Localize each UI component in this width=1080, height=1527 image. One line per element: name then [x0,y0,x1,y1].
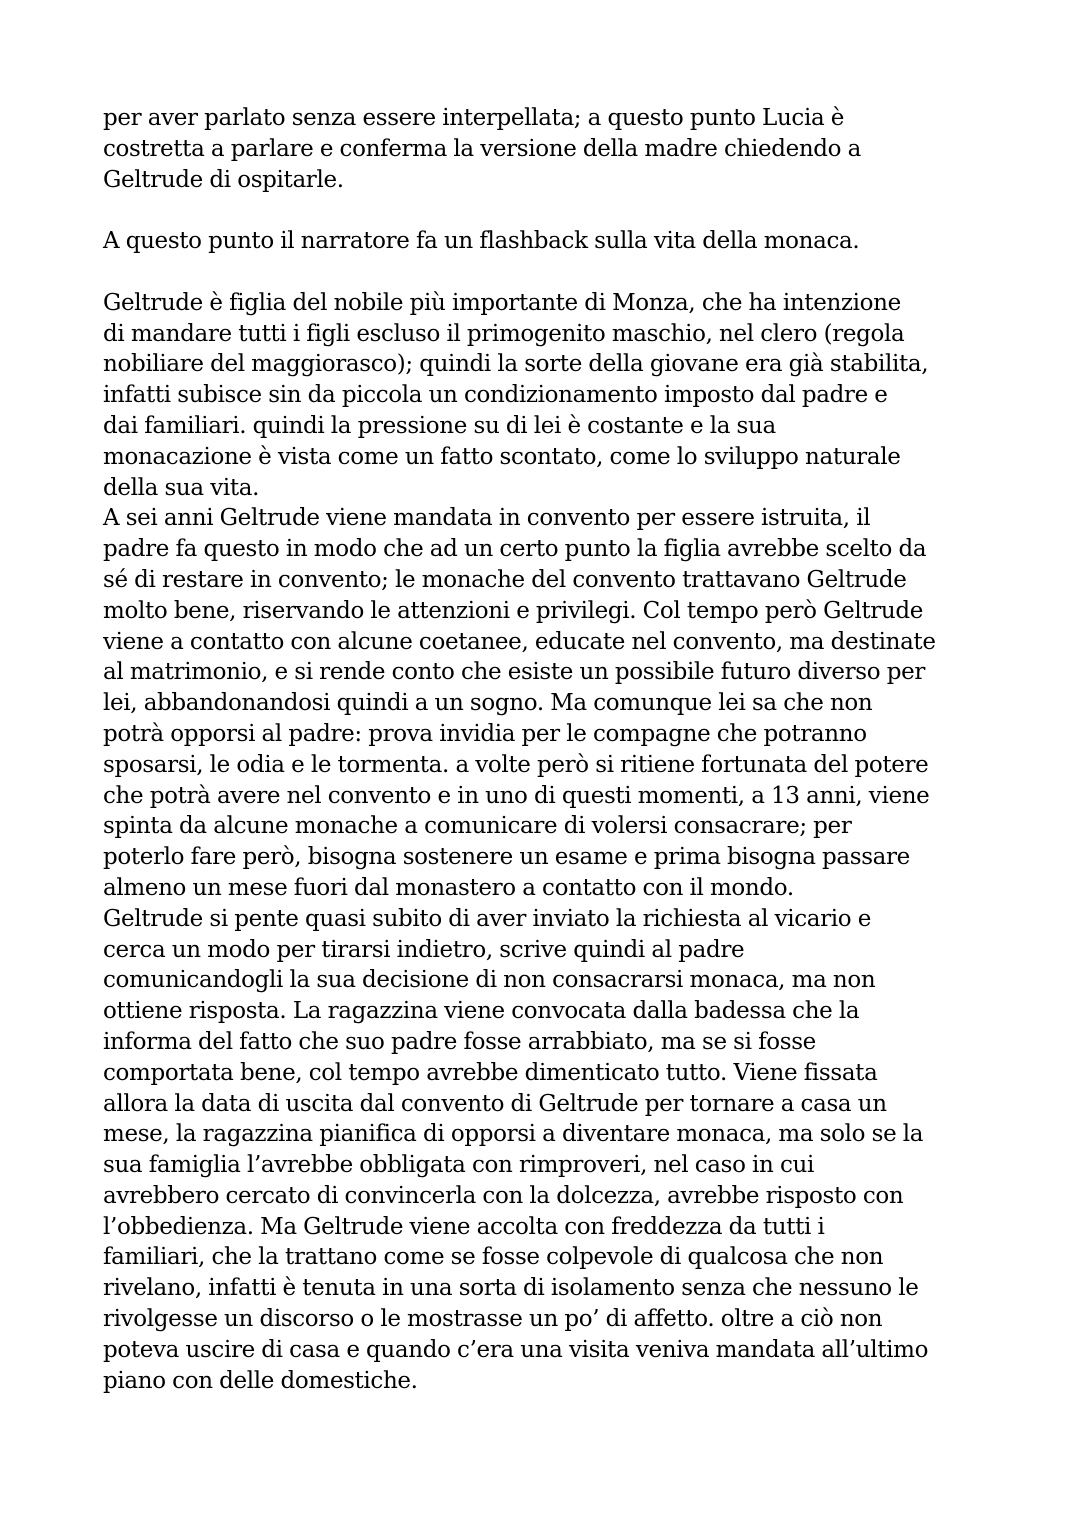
text-line: spinta da alcune monache a comunicare di volersi consacrare; per [103,813,852,840]
paragraph-spacer [103,257,993,288]
text-line: sua famiglia l’avrebbe obbligata con rimproveri, nel caso in cui [103,1152,814,1179]
text-line: poteva uscire di casa e quando c’era una visita veniva mandata all’ultimo [103,1336,929,1363]
text-line: della sua vita. [103,474,260,501]
text-line: viene a contatto con alcune coetanee, educate nel convento, ma destinate [103,628,936,655]
text-line: di mandare tutti i figli escluso il primogenito maschio, nel clero (regola [103,320,905,347]
text-line: A questo punto il narratore fa un flashback sulla vita della monaca. [103,228,860,255]
text-line: piano con delle domestiche. [103,1367,418,1394]
text-line: allora la data di uscita dal convento di Geltrude per tornare a casa un [103,1090,887,1117]
paragraph-return-home [103,904,993,1397]
text-line: comunicandogli la sua decisione di non consacrarsi monaca, ma non [103,967,876,994]
text-line: rivolgesse un discorso o le mostrasse un po’ di affetto. oltre a ciò non [103,1306,883,1333]
text-line: familiari, che la trattano come se fosse colpevole di qualcosa che non [103,1244,884,1271]
paragraph-lucia-confirms [103,103,993,195]
text-line: sé di restare in convento; le monache del convento trattavano Geltrude [103,566,907,593]
text-line: almeno un mese fuori dal monastero a contatto con il mondo. [103,874,794,901]
text-line: infatti subisce sin da piccola un condizionamento imposto dal padre e [103,382,888,409]
text-line: monacazione è vista come un fatto scontato, come lo sviluppo naturale [103,443,901,470]
text-line: che potrà avere nel convento e in uno di questi momenti, a 13 anni, viene [103,782,930,809]
text-line: lei, abbandonandosi quindi a un sogno. Ma comunque lei sa che non [103,690,873,717]
text-line: potrà opporsi al padre: prova invidia per le compagne che potranno [103,720,867,747]
text-line: mese, la ragazzina pianifica di opporsi a diventare monaca, ma solo se la [103,1121,924,1148]
paragraph-flashback-intro [103,226,993,257]
text-line: molto bene, riservando le attenzioni e privilegi. Col tempo però Geltrude [103,597,923,624]
paragraph-spacer [103,195,993,226]
text-line: costretta a parlare e conferma la versione della madre chiedendo a [103,135,861,162]
text-line: rivelano, infatti è tenuta in una sorta di isolamento senza che nessuno le [103,1275,919,1302]
text-line: sposarsi, le odia e le tormenta. a volte però si ritiene fortunata del potere [103,751,929,778]
paragraph-geltrude-origins [103,288,993,504]
text-line: nobiliare del maggiorasco); quindi la sorte della giovane era già stabilita, [103,351,929,378]
text-line: avrebbero cercato di convincerla con la dolcezza, avrebbe risposto con [103,1182,904,1209]
text-line: per aver parlato senza essere interpellata; a questo punto Lucia è [103,105,845,131]
text-line: informa del fatto che suo padre fosse arrabbiato, ma se si fosse [103,1028,816,1055]
text-line: ottiene risposta. La ragazzina viene convocata dalla badessa che la [103,998,860,1025]
paragraph-convent-childhood [103,503,993,903]
text-line: cerca un modo per tirarsi indietro, scrive quindi al padre [103,936,745,963]
text-line: Geltrude di ospitarle. [103,166,344,193]
text-line: poterlo fare però, bisogna sostenere un esame e prima bisogna passare [103,844,910,871]
text-line: A sei anni Geltrude viene mandata in convento per essere istruita, il [103,505,871,532]
text-line: Geltrude si pente quasi subito di aver inviato la richiesta al vicario e [103,905,871,932]
text-line: padre fa questo in modo che ad un certo punto la figlia avrebbe scelto da [103,536,927,563]
text-line: comportata bene, col tempo avrebbe dimenticato tutto. Viene fissata [103,1059,878,1086]
document-page [103,103,993,1396]
text-line: l’obbedienza. Ma Geltrude viene accolta con freddezza da tutti i [103,1213,825,1240]
text-line: al matrimonio, e si rende conto che esiste un possibile futuro diverso per [103,659,925,686]
text-line: dai familiari. quindi la pressione su di lei è costante e la sua [103,412,776,439]
text-line: Geltrude è figlia del nobile più importante di Monza, che ha intenzione [103,289,901,316]
